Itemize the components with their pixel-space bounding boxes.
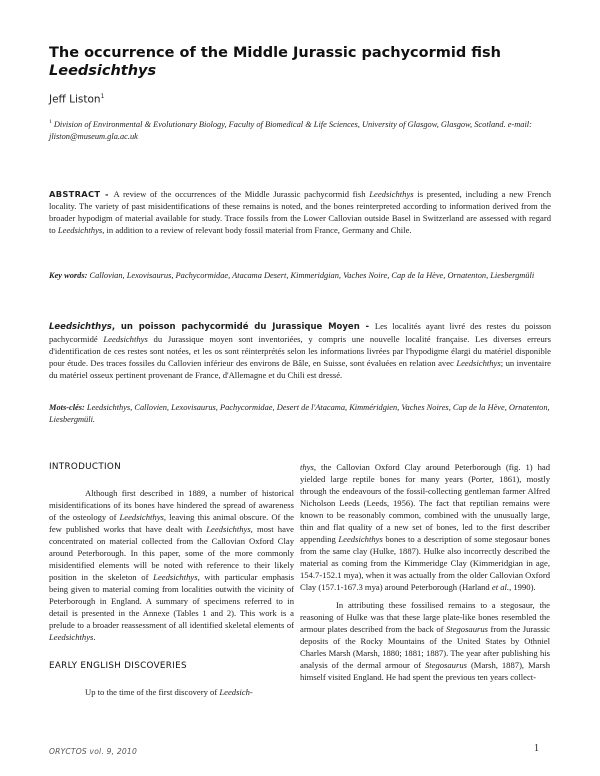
french-heading-genus: Leedsichthys [49, 322, 112, 332]
abstract [49, 188, 551, 236]
right-paragraph-continued: thys, the Callovian Oxford Clay around Peterborough (fig. 1) had yielded large reptile bones for many years (Porter, 1861), mostly through the endeavours of the fossil-collecting gentleman farmer Alfred Nicholson Leeds (Leeds, 1956). The fact that reptilian remains were known to be reasonably common, combined with the unusually large, thin and flat quality of a new set of bones, led to the first describer appending Leedsichthys bones to a description of some stegosaur bones from the same clay (Hulke, 1887). Hulke also incorrectly described the material as coming from the Kimmeridge Clay (Kimmeridgian in age, 154.7-152.1 mya), when it was actually from the older Callovian Oxford Clay (157.1-167.3 mya) around Peterborough (Harland et al., 1990). [300, 462, 550, 592]
french-abstract [49, 320, 551, 381]
keywords [49, 270, 551, 282]
abstract-genus: Leedsichthys [57, 225, 103, 235]
author-line [49, 93, 104, 106]
left-column [49, 461, 294, 698]
author-name: Jeff Liston [49, 93, 101, 106]
abstract-text: A review of the occurrences of the Middle Jurassic pachycormid fish [113, 189, 370, 199]
french-genus: Leedsichthys [103, 334, 148, 344]
french-genus: Leedsichthys [456, 358, 501, 368]
french-text: Les localités ayant livré des restes du poisson pachycormidé [49, 321, 551, 344]
title-line-2: Leedsichthys [49, 63, 157, 79]
affiliation [49, 116, 549, 143]
introduction-heading: INTRODUCTION [49, 462, 122, 472]
mots-cles [49, 402, 551, 426]
keywords-text: Callovian, Lexovisaurus, Pachycormidae, Atacama Desert, Kimmeridgian, Vaches Noire, Cap de la Hève, Ornatenton, Liesbergmüli [89, 271, 535, 280]
abstract-heading: ABSTRACT - [49, 189, 114, 199]
french-heading-text: , un poisson pachycormidé du Jurassique Moyen - [111, 322, 375, 332]
title-line-1: The occurrence of the Middle Jurassic pachycormid fish [49, 45, 501, 61]
right-column [300, 461, 550, 683]
page-number: 1 [534, 743, 539, 754]
journal-footer: ORYCTOS vol. 9, 2010 [49, 747, 137, 756]
introduction-paragraph: Although first described in 1889, a number of historical misidentifications of its bones have hindered the spread of awareness of the osteology of Leedsichthys, leaving this animal obscure. Of the few published works that have dealt with Leedsichthys, most have concentrated on material collected from the Callovian Oxford Clay around Peterborough. In this paper, some of the more commonly misidentified elements will be noted with reference to their likely position in the skeleton of Leedsichthys, with particular emphasis being given to material coming from localities outwith the vicinity of Peterborough in England. A summary of specimens referred to in detail is presented in the Annexe (Tables 1 and 2). This work is a prelude to a broader reassessment of all identified skeletal elements of Leedsichthys. [49, 488, 295, 642]
abstract-text: is presented, including a new French locality. The variety of past misidentifications of these remains is noted, and the bones reinterpreted according to information derived from the broader hypodigm of material available for study. Trace fossils from the Lower Callovian outside Basel in Switzerland are assessed with regard to [49, 189, 551, 235]
author-superscript: 1 [100, 93, 105, 100]
mots-cles-label: Mots-clés: [49, 403, 87, 412]
right-paragraph-stegosaur: In attributing these fossilised remains to a stegosaur, the reasoning of Hulke was that these large plate-like bones resembled the armour plates described from the back of Stegosaurus from the Jurassic deposits of the Rocky Mountains of the United States by Othniel Charles Marsh (Marsh, 1880; 1881; 1887). The year after publishing his analysis of the dermal armour of Stegosaurus (Marsh, 1887), Marsh himself visited England. He had spent the previous ten years collect- [300, 600, 550, 682]
abstract-text: , in addition to a review of relevant body fossil material from France, Germany and Chile. [102, 225, 412, 235]
early-discoveries-paragraph: Up to the time of the first discovery of Leedsich- [85, 687, 253, 697]
mots-cles-text: Leedsichthys, Callovien, Lexovisaurus, Pachycormidae, Desert de l'Atacama, Kimméridgien, Vaches Noires, Cap de la Hève, Ornatenton, Liesbergmüli. [49, 403, 550, 424]
affiliation-superscript: 1 [49, 119, 52, 125]
abstract-genus: Leedsichthys [369, 189, 414, 199]
paper-title [49, 44, 549, 80]
early-discoveries-heading: EARLY ENGLISH DISCOVERIES [49, 661, 187, 671]
french-text: du Jurassique moyen sont inventoriées, y compris une nouvelle localité française. Les diverses erreurs d'identification de ces restes sont notées, et les os sont réinterprétés selon les informations livrées par l'hypodigme élargi du matériel disponible pour étude. Des traces fossiles du Callovien inférieur des environs de Bâle, en Suisse, sont évaluées en relation avec [49, 334, 551, 368]
french-text: ; un inventaire du matériel osseux pertinent provenant de France, d'Allemagne et du Chili est dressé. [49, 358, 551, 380]
affiliation-text: Division of Environmental & Evolutionary Biology, Faculty of Biomedical & Life Sciences, University of Glasgow, Glasgow, Scotland. e-mail: jliston@museum.gla.ac.uk [49, 119, 532, 141]
french-heading [49, 322, 375, 332]
keywords-label: Key words: [49, 271, 90, 280]
